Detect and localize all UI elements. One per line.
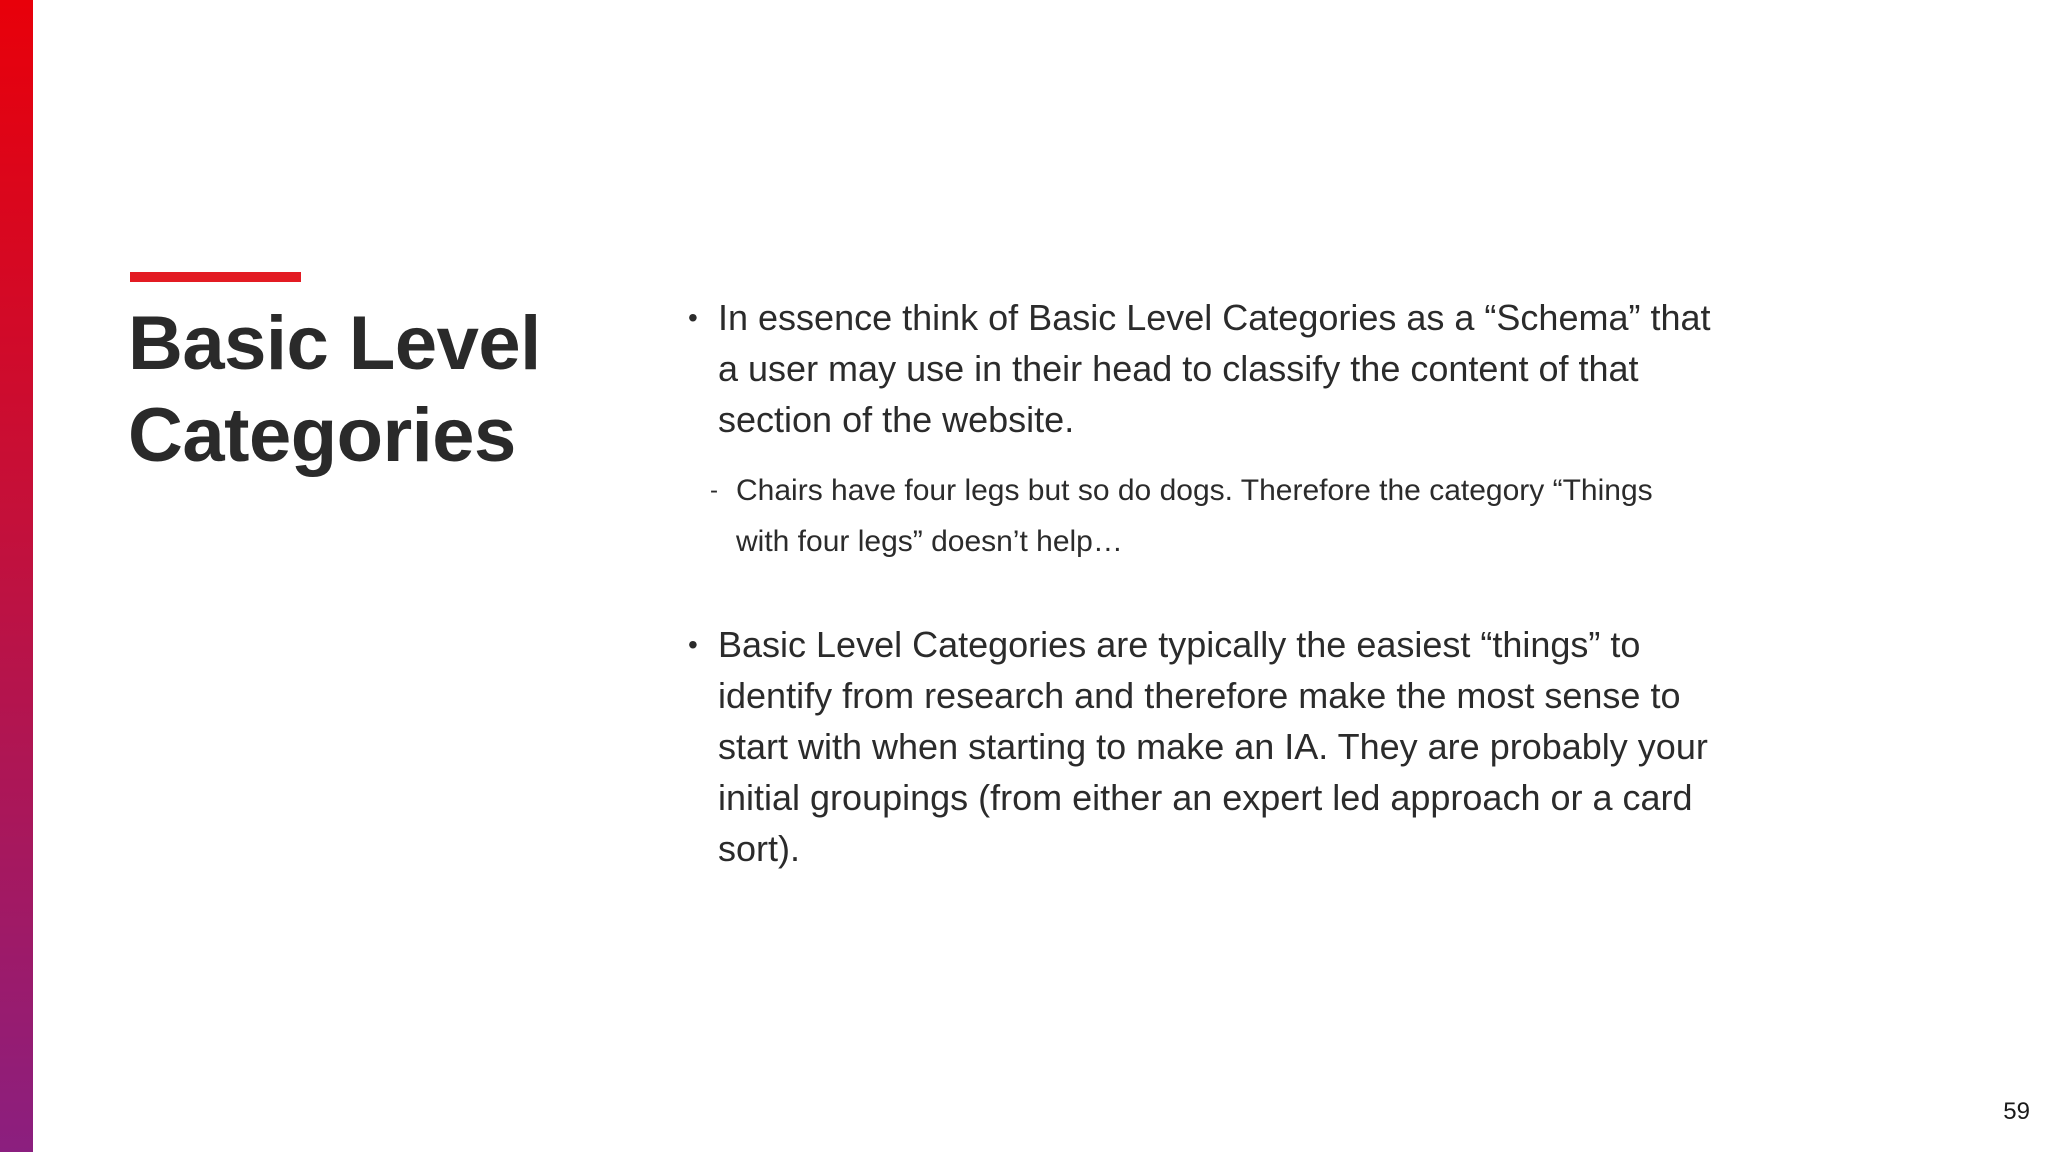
bullet-text: In essence think of Basic Level Categories as a “Schema” that a user may use in their head to classify the content of that section of the website.: [718, 297, 1711, 440]
slide-title: Basic Level Categories: [128, 301, 541, 478]
sub-bullet-item: [690, 465, 1676, 567]
sub-bullet-text: Chairs have four legs but so do dogs. Therefore the category “Things with four legs” doesn’t help…: [736, 474, 1653, 558]
slide-body: [690, 292, 1730, 874]
bullet-marker: •: [688, 629, 698, 660]
sub-bullet-marker: -: [710, 477, 718, 504]
title-accent-rule: [130, 272, 301, 282]
bullet-item: [690, 292, 1730, 445]
page-number: 59: [2003, 1098, 2030, 1125]
bullet-item: [690, 619, 1730, 874]
bullet-text: Basic Level Categories are typically the easiest “things” to identify from research and therefore make the most sense to start with when starting to make an IA. They are probably your initial groupings (from either an expert led approach or a card sort).: [718, 624, 1708, 869]
bullet-marker: •: [688, 302, 698, 333]
gradient-side-bar: [0, 0, 33, 1152]
